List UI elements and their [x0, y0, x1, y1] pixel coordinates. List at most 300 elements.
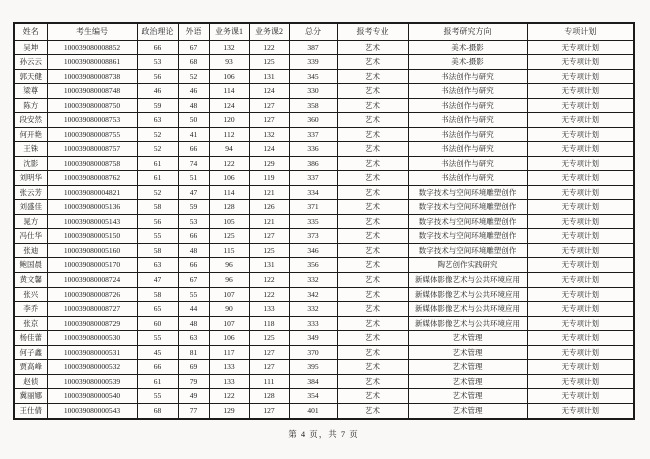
- cell-politics: 63: [137, 258, 178, 273]
- cell-course1: 133: [209, 374, 249, 389]
- cell-id: 100039080005170: [47, 258, 137, 273]
- cell-id: 100039080008758: [47, 156, 137, 171]
- cell-course1: 124: [209, 98, 249, 113]
- column-header-course1: 业务课1: [209, 23, 249, 40]
- cell-major: 艺术: [337, 156, 408, 171]
- cell-plan: 无专项计划: [527, 40, 634, 55]
- cell-major: 艺术: [337, 389, 408, 404]
- cell-direction: 书法创作与研究: [408, 171, 527, 186]
- cell-plan: 无专项计划: [527, 287, 634, 302]
- cell-course2: 127: [249, 98, 289, 113]
- cell-course2: 125: [249, 331, 289, 346]
- cell-name: 梁尊: [14, 84, 47, 99]
- cell-plan: 无专项计划: [527, 331, 634, 346]
- cell-course1: 122: [209, 156, 249, 171]
- cell-direction: 数字技术与空间环境雕塑创作: [408, 229, 527, 244]
- cell-course2: 121: [249, 214, 289, 229]
- cell-direction: 新媒体影像艺术与公共环境应用: [408, 302, 527, 317]
- cell-foreign: 63: [178, 331, 209, 346]
- column-header-name: 姓名: [14, 23, 47, 40]
- cell-course1: 94: [209, 142, 249, 157]
- table-row: [14, 302, 634, 317]
- table-row: [14, 40, 634, 55]
- cell-major: 艺术: [337, 360, 408, 375]
- cell-name: 张迪: [14, 243, 47, 258]
- cell-plan: 无专项计划: [527, 127, 634, 142]
- cell-foreign: 48: [178, 243, 209, 258]
- cell-major: 艺术: [337, 40, 408, 55]
- cell-politics: 45: [137, 345, 178, 360]
- cell-name: 杨佳蕾: [14, 331, 47, 346]
- cell-foreign: 79: [178, 374, 209, 389]
- cell-politics: 61: [137, 156, 178, 171]
- column-header-research-direction: 报考研究方向: [408, 23, 527, 40]
- cell-course2: 124: [249, 142, 289, 157]
- cell-course2: 122: [249, 273, 289, 288]
- cell-direction: 数字技术与空间环境雕塑创作: [408, 200, 527, 215]
- cell-course1: 133: [209, 360, 249, 375]
- cell-name: 鲍国晨: [14, 258, 47, 273]
- cell-course2: 133: [249, 302, 289, 317]
- cell-major: 艺术: [337, 345, 408, 360]
- cell-course2: 125: [249, 55, 289, 70]
- cell-foreign: 50: [178, 113, 209, 128]
- cell-foreign: 41: [178, 127, 209, 142]
- cell-major: 艺术: [337, 113, 408, 128]
- cell-major: 艺术: [337, 316, 408, 331]
- cell-name: 李乔: [14, 302, 47, 317]
- cell-total: 342: [289, 287, 337, 302]
- cell-course1: 106: [209, 331, 249, 346]
- cell-politics: 63: [137, 113, 178, 128]
- table-row: [14, 156, 634, 171]
- cell-politics: 60: [137, 316, 178, 331]
- cell-id: 100039080000540: [47, 389, 137, 404]
- cell-foreign: 66: [178, 258, 209, 273]
- cell-course1: 107: [209, 287, 249, 302]
- cell-direction: 新媒体影像艺术与公共环境应用: [408, 316, 527, 331]
- cell-direction: 艺术管理: [408, 374, 527, 389]
- cell-name: 王仕倩: [14, 403, 47, 419]
- cell-direction: 新媒体影像艺术与公共环境应用: [408, 287, 527, 302]
- cell-total: 337: [289, 171, 337, 186]
- table-row: [14, 200, 634, 215]
- cell-course1: 115: [209, 243, 249, 258]
- cell-course2: 127: [249, 360, 289, 375]
- cell-total: 358: [289, 98, 337, 113]
- cell-id: 100039080008727: [47, 302, 137, 317]
- cell-total: 360: [289, 113, 337, 128]
- cell-name: 晁方: [14, 214, 47, 229]
- cell-course1: 106: [209, 69, 249, 84]
- cell-plan: 无专项计划: [527, 200, 634, 215]
- table-row: [14, 229, 634, 244]
- cell-id: 100039080005160: [47, 243, 137, 258]
- cell-course2: 125: [249, 243, 289, 258]
- cell-plan: 无专项计划: [527, 345, 634, 360]
- table-row: [14, 403, 634, 419]
- cell-direction: 书法创作与研究: [408, 98, 527, 113]
- cell-course1: 107: [209, 316, 249, 331]
- cell-plan: 无专项计划: [527, 214, 634, 229]
- cell-direction: 数字技术与空间环境雕塑创作: [408, 185, 527, 200]
- cell-id: 100039080008729: [47, 316, 137, 331]
- cell-course1: 129: [209, 403, 249, 419]
- cell-course1: 106: [209, 171, 249, 186]
- column-header-candidate-id: 考生编号: [47, 23, 137, 40]
- cell-foreign: 67: [178, 273, 209, 288]
- cell-foreign: 77: [178, 403, 209, 419]
- cell-major: 艺术: [337, 273, 408, 288]
- cell-name: 刘盛佳: [14, 200, 47, 215]
- cell-major: 艺术: [337, 171, 408, 186]
- cell-politics: 52: [137, 127, 178, 142]
- cell-direction: 艺术管理: [408, 331, 527, 346]
- cell-direction: 新媒体影像艺术与公共环境应用: [408, 273, 527, 288]
- cell-course1: 125: [209, 229, 249, 244]
- cell-total: 387: [289, 40, 337, 55]
- cell-name: 冀丽娜: [14, 389, 47, 404]
- cell-politics: 58: [137, 287, 178, 302]
- table-row: [14, 389, 634, 404]
- cell-direction: 艺术管理: [408, 360, 527, 375]
- cell-major: 艺术: [337, 258, 408, 273]
- cell-foreign: 66: [178, 229, 209, 244]
- cell-id: 100039080008861: [47, 55, 137, 70]
- cell-foreign: 59: [178, 200, 209, 215]
- cell-politics: 61: [137, 171, 178, 186]
- cell-foreign: 52: [178, 69, 209, 84]
- cell-total: 384: [289, 374, 337, 389]
- cell-course2: 127: [249, 229, 289, 244]
- cell-plan: 无专项计划: [527, 360, 634, 375]
- table-row: [14, 185, 634, 200]
- cell-major: 艺术: [337, 287, 408, 302]
- cell-id: 100039080008748: [47, 84, 137, 99]
- cell-direction: 美术-摄影: [408, 55, 527, 70]
- cell-major: 艺术: [337, 200, 408, 215]
- cell-course1: 112: [209, 127, 249, 142]
- cell-politics: 58: [137, 243, 178, 258]
- table-row: [14, 113, 634, 128]
- cell-total: 335: [289, 214, 337, 229]
- cell-course2: 118: [249, 316, 289, 331]
- cell-name: 张京: [14, 316, 47, 331]
- cell-name: 张云芳: [14, 185, 47, 200]
- cell-foreign: 74: [178, 156, 209, 171]
- cell-name: 吴坤: [14, 40, 47, 55]
- cell-politics: 56: [137, 69, 178, 84]
- cell-major: 艺术: [337, 302, 408, 317]
- cell-course2: 111: [249, 374, 289, 389]
- page-number-footer: 第 4 页，共 7 页: [288, 429, 359, 439]
- cell-plan: 无专项计划: [527, 302, 634, 317]
- cell-id: 100039080008753: [47, 113, 137, 128]
- cell-politics: 55: [137, 229, 178, 244]
- cell-foreign: 47: [178, 185, 209, 200]
- cell-plan: 无专项计划: [527, 84, 634, 99]
- cell-course2: 119: [249, 171, 289, 186]
- cell-total: 346: [289, 243, 337, 258]
- cell-id: 100039080008750: [47, 98, 137, 113]
- cell-id: 100039080000530: [47, 331, 137, 346]
- cell-direction: 美术-摄影: [408, 40, 527, 55]
- cell-total: 371: [289, 200, 337, 215]
- cell-id: 100039080000531: [47, 345, 137, 360]
- cell-politics: 58: [137, 200, 178, 215]
- cell-course1: 90: [209, 302, 249, 317]
- cell-foreign: 81: [178, 345, 209, 360]
- cell-major: 艺术: [337, 84, 408, 99]
- cell-name: 孙云云: [14, 55, 47, 70]
- cell-politics: 68: [137, 403, 178, 419]
- cell-politics: 66: [137, 40, 178, 55]
- cell-name: 王铢: [14, 142, 47, 157]
- cell-course1: 132: [209, 40, 249, 55]
- table-row: [14, 316, 634, 331]
- cell-id: 100039080008724: [47, 273, 137, 288]
- cell-major: 艺术: [337, 331, 408, 346]
- cell-major: 艺术: [337, 185, 408, 200]
- cell-plan: 无专项计划: [527, 171, 634, 186]
- cell-direction: 书法创作与研究: [408, 142, 527, 157]
- table-row: [14, 98, 634, 113]
- cell-plan: 无专项计划: [527, 113, 634, 128]
- cell-id: 100039080004821: [47, 185, 137, 200]
- cell-id: 100039080000539: [47, 374, 137, 389]
- cell-plan: 无专项计划: [527, 55, 634, 70]
- cell-plan: 无专项计划: [527, 69, 634, 84]
- table-row: [14, 258, 634, 273]
- cell-total: 349: [289, 331, 337, 346]
- cell-id: 100039080008726: [47, 287, 137, 302]
- cell-politics: 47: [137, 273, 178, 288]
- cell-total: 332: [289, 302, 337, 317]
- cell-politics: 55: [137, 389, 178, 404]
- cell-total: 401: [289, 403, 337, 419]
- cell-direction: 艺术管理: [408, 403, 527, 419]
- cell-id: 100039080008852: [47, 40, 137, 55]
- cell-politics: 53: [137, 55, 178, 70]
- cell-direction: 书法创作与研究: [408, 113, 527, 128]
- cell-course1: 117: [209, 345, 249, 360]
- cell-direction: 书法创作与研究: [408, 156, 527, 171]
- cell-id: 100039080005143: [47, 214, 137, 229]
- cell-major: 艺术: [337, 403, 408, 419]
- cell-foreign: 66: [178, 142, 209, 157]
- cell-plan: 无专项计划: [527, 403, 634, 419]
- cell-politics: 65: [137, 302, 178, 317]
- cell-course2: 131: [249, 258, 289, 273]
- table-row: [14, 243, 634, 258]
- cell-id: 100039080008755: [47, 127, 137, 142]
- cell-name: 刘明华: [14, 171, 47, 186]
- cell-course1: 114: [209, 185, 249, 200]
- cell-course2: 127: [249, 113, 289, 128]
- cell-course2: 127: [249, 345, 289, 360]
- column-header-major: 报考专业: [337, 23, 408, 40]
- cell-foreign: 48: [178, 98, 209, 113]
- cell-id: 100039080000543: [47, 403, 137, 419]
- cell-course1: 122: [209, 389, 249, 404]
- cell-foreign: 53: [178, 214, 209, 229]
- cell-direction: 陶艺创作实践研究: [408, 258, 527, 273]
- column-header-foreign-language: 外语: [178, 23, 209, 40]
- cell-major: 艺术: [337, 374, 408, 389]
- cell-direction: 艺术管理: [408, 345, 527, 360]
- cell-foreign: 69: [178, 360, 209, 375]
- cell-politics: 52: [137, 142, 178, 157]
- cell-foreign: 51: [178, 171, 209, 186]
- cell-course1: 105: [209, 214, 249, 229]
- cell-plan: 无专项计划: [527, 156, 634, 171]
- cell-total: 395: [289, 360, 337, 375]
- cell-course1: 114: [209, 84, 249, 99]
- column-header-politics: 政治理论: [137, 23, 178, 40]
- cell-foreign: 44: [178, 302, 209, 317]
- cell-plan: 无专项计划: [527, 273, 634, 288]
- cell-name: 何子鑫: [14, 345, 47, 360]
- cell-id: 100039080000532: [47, 360, 137, 375]
- cell-plan: 无专项计划: [527, 258, 634, 273]
- cell-plan: 无专项计划: [527, 316, 634, 331]
- cell-major: 艺术: [337, 214, 408, 229]
- cell-course1: 96: [209, 258, 249, 273]
- column-header-special-plan: 专项计划: [527, 23, 634, 40]
- cell-course1: 96: [209, 273, 249, 288]
- cell-course2: 128: [249, 389, 289, 404]
- table-body: [14, 40, 634, 419]
- column-header-total: 总分: [289, 23, 337, 40]
- cell-total: 370: [289, 345, 337, 360]
- cell-name: 沈影: [14, 156, 47, 171]
- cell-foreign: 68: [178, 55, 209, 70]
- cell-major: 艺术: [337, 98, 408, 113]
- cell-direction: 书法创作与研究: [408, 69, 527, 84]
- cell-id: 100039080008757: [47, 142, 137, 157]
- table-row: [14, 127, 634, 142]
- cell-course2: 126: [249, 200, 289, 215]
- cell-course2: 121: [249, 185, 289, 200]
- table-row: [14, 69, 634, 84]
- cell-id: 100039080005136: [47, 200, 137, 215]
- cell-foreign: 55: [178, 287, 209, 302]
- cell-total: 354: [289, 389, 337, 404]
- cell-id: 100039080008762: [47, 171, 137, 186]
- cell-course2: 129: [249, 156, 289, 171]
- cell-direction: 数字技术与空间环境雕塑创作: [408, 243, 527, 258]
- cell-total: 356: [289, 258, 337, 273]
- column-header-course2: 业务课2: [249, 23, 289, 40]
- cell-name: 郭天健: [14, 69, 47, 84]
- cell-total: 345: [289, 69, 337, 84]
- cell-foreign: 67: [178, 40, 209, 55]
- table-row: [14, 273, 634, 288]
- cell-course1: 120: [209, 113, 249, 128]
- cell-plan: 无专项计划: [527, 389, 634, 404]
- cell-course2: 131: [249, 69, 289, 84]
- cell-major: 艺术: [337, 69, 408, 84]
- cell-course2: 124: [249, 84, 289, 99]
- table-row: [14, 374, 634, 389]
- cell-total: 333: [289, 316, 337, 331]
- table-row: [14, 360, 634, 375]
- cell-plan: 无专项计划: [527, 229, 634, 244]
- cell-major: 艺术: [337, 229, 408, 244]
- cell-direction: 艺术管理: [408, 389, 527, 404]
- cell-total: 332: [289, 273, 337, 288]
- cell-name: 冯仕华: [14, 229, 47, 244]
- cell-name: 黄文馨: [14, 273, 47, 288]
- table-row: [14, 214, 634, 229]
- cell-plan: 无专项计划: [527, 142, 634, 157]
- cell-name: 贾高峰: [14, 360, 47, 375]
- cell-name: 何开艳: [14, 127, 47, 142]
- cell-direction: 数字技术与空间环境雕塑创作: [408, 214, 527, 229]
- table-row: [14, 84, 634, 99]
- table-row: [14, 171, 634, 186]
- table-row: [14, 55, 634, 70]
- cell-major: 艺术: [337, 55, 408, 70]
- cell-direction: 书法创作与研究: [408, 127, 527, 142]
- table-row: [14, 142, 634, 157]
- table-row: [14, 287, 634, 302]
- table-row: [14, 345, 634, 360]
- cell-major: 艺术: [337, 142, 408, 157]
- cell-politics: 56: [137, 214, 178, 229]
- cell-plan: 无专项计划: [527, 98, 634, 113]
- cell-course2: 132: [249, 127, 289, 142]
- cell-course2: 122: [249, 287, 289, 302]
- cell-course1: 93: [209, 55, 249, 70]
- cell-id: 100039080005150: [47, 229, 137, 244]
- cell-politics: 61: [137, 374, 178, 389]
- cell-direction: 书法创作与研究: [408, 84, 527, 99]
- cell-total: 339: [289, 55, 337, 70]
- cell-politics: 55: [137, 331, 178, 346]
- cell-name: 赵侦: [14, 374, 47, 389]
- cell-plan: 无专项计划: [527, 185, 634, 200]
- cell-foreign: 46: [178, 84, 209, 99]
- cell-politics: 66: [137, 360, 178, 375]
- cell-total: 373: [289, 229, 337, 244]
- cell-politics: 52: [137, 185, 178, 200]
- table-header-row: [14, 23, 634, 40]
- cell-total: 336: [289, 142, 337, 157]
- cell-plan: 无专项计划: [527, 374, 634, 389]
- cell-politics: 59: [137, 98, 178, 113]
- cell-course2: 127: [249, 403, 289, 419]
- cell-politics: 46: [137, 84, 178, 99]
- cell-course1: 128: [209, 200, 249, 215]
- cell-major: 艺术: [337, 243, 408, 258]
- cell-id: 100039080008738: [47, 69, 137, 84]
- score-table: [13, 22, 635, 420]
- table-row: [14, 331, 634, 346]
- cell-plan: 无专项计划: [527, 243, 634, 258]
- cell-total: 334: [289, 185, 337, 200]
- cell-name: 张兴: [14, 287, 47, 302]
- cell-foreign: 48: [178, 316, 209, 331]
- cell-name: 段安然: [14, 113, 47, 128]
- cell-foreign: 49: [178, 389, 209, 404]
- cell-total: 337: [289, 127, 337, 142]
- cell-total: 386: [289, 156, 337, 171]
- cell-name: 陈方: [14, 98, 47, 113]
- cell-major: 艺术: [337, 127, 408, 142]
- cell-course2: 122: [249, 40, 289, 55]
- cell-total: 330: [289, 84, 337, 99]
